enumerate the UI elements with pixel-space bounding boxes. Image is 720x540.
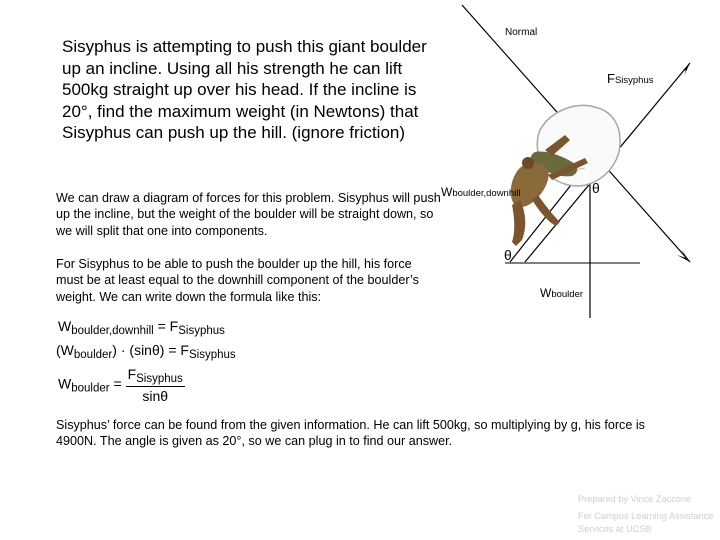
wdownhill-label [441,185,520,199]
eq3-w-sub: boulder [71,382,110,395]
explanation-paragraph-3: Sisyphus’ force can be found from the given information. He can lift 500kg, so multiplying by g, his force is 4900N. The angle is given as 20°, so we can plug in to find our answer. [56,418,645,449]
eq1-w: W [58,318,72,334]
credit-line-1: Prepared by Vince Zaccone [578,494,692,504]
wdownhill-label-main: W [441,185,453,199]
theta-label-upper: θ [592,180,600,196]
eq2-w-sub: boulder [73,349,113,361]
eq3-theta: θ [160,388,169,404]
eq2-theta: θ [151,342,160,358]
eq1-f-sub: Sisyphus [178,325,225,337]
eq3-f-sub: Sisyphus [136,373,183,385]
eq1-w-sub: boulder,downhill [71,325,154,337]
boulder [537,105,620,185]
fsisyphus-label-sub: Sisyphus [614,75,654,86]
fsisyphus-arrowhead [682,63,690,76]
eq2-w: W [60,342,74,358]
normal-label: Normal [505,27,538,38]
credit [578,493,718,536]
wboulder-label-main: W [540,286,552,300]
fsisyphus-label [607,71,654,86]
eq2-f-sub: Sisyphus [188,349,236,361]
eq3-w: W [58,375,72,392]
explanation-paragraph-2: For Sisyphus to be able to push the boulder up the hill, his force must be at least equal to the downhill component of the boulder’s weight. We can write down the formula like this: [56,257,419,304]
wboulder-label-sub: boulder [551,289,584,300]
eq2-sin: sin [134,342,152,358]
fsisyphus-label-main: F [607,71,615,86]
eq3-equals: = [113,375,122,392]
equation-2: $(W_{boulder}) \cdot (\sin\theta) = F_{Sisyphus}$ [56,342,236,361]
credit-line-2: For Campus Learning Assistance Services at UCSB [578,511,714,534]
wdownhill-label-sub: boulder,downhill [452,188,521,199]
eq2-equals: = [168,342,177,358]
wboulder-label [540,286,583,300]
eq3-f: F [127,366,137,382]
problem-statement: Sisyphus is attempting to push this giant boulder up an incline. Using all his strength he can lift 500kg straight up over his head. If the incline is 20°, find the maximum weight (in Newtons) that Sisyphus can push up the hill. (ignore friction) [62,37,427,142]
eq1-f: F [169,318,179,334]
eq2-dot: · [120,342,126,358]
eq1-equals: = [157,318,166,334]
explanation-paragraph-1: We can draw a diagram of forces for this problem. Sisyphus will push up the incline, but the weight of the boulder will be straight down, so we will split that one into components. [56,191,441,238]
theta-label-lower: θ [504,247,512,263]
eq3-sin: sin [142,388,161,404]
eq2-f: F [180,342,189,358]
